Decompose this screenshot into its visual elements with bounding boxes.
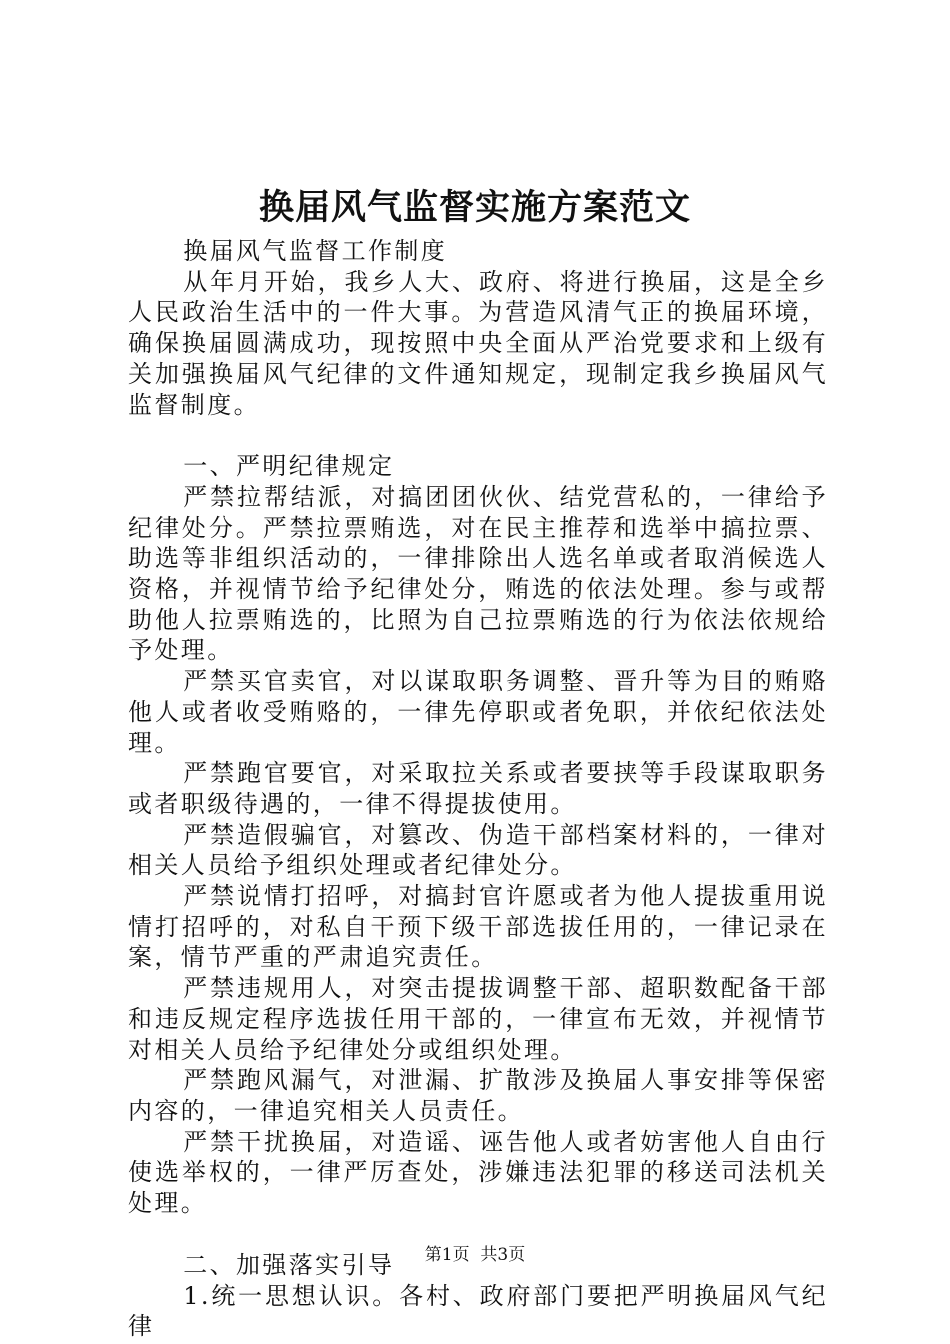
paragraph: 一、严明纪律规定 xyxy=(183,452,395,481)
paragraph: 严禁造假骗官，对篡改、伪造干部档案材料的，一律对相关人员给予组织处理或者纪律处分。 xyxy=(128,820,828,880)
paragraph: 严禁跑风漏气，对泄漏、扩散涉及换届人事安排等保密内容的，一律追究相关人员责任。 xyxy=(128,1066,828,1125)
paragraph: 从年月开始，我乡人大、政府、将进行换届，这是全乡人民政治生活中的一件大事。为营造风清气正的换届环境，确保换届圆满成功，现按照中央全面从严治党要求和上级有关加强换届风气纪律的文件通知规定，现制定我乡换届风气监督制度。 xyxy=(128,267,828,419)
paragraph: 严禁跑官要官，对采取拉关系或者要挟等手段谋取职务或者职级待遇的，一律不得提拔使用。 xyxy=(128,759,828,818)
paragraph: 严禁拉帮结派，对搞团团伙伙、结党营私的，一律给予纪律处分。严禁拉票贿选，对在民主推荐和选举中搞拉票、助选等非组织活动的，一律排除出人选名单或者取消候选人资格，并视情节给予纪律处分，贿选的依法处理。参与或帮助他人拉票贿选的，比照为自己拉票贿选的行为依法依规给予处理。 xyxy=(128,482,828,665)
page-number: 第1页 xyxy=(424,1245,470,1265)
paragraph: 严禁干扰换届，对造谣、诬告他人或者妨害他人自由行使选举权的，一律严厉查处，涉嫌违法犯罪的移送司法机关处理。 xyxy=(128,1127,828,1218)
paragraph: 严禁买官卖官，对以谋取职务调整、晋升等为目的贿赂他人或者收受贿赂的，一律先停职或者免职，并依纪依法处理。 xyxy=(128,667,828,757)
page-total: 共3页 xyxy=(480,1245,526,1265)
paragraph: 严禁说情打招呼，对搞封官许愿或者为他人提拔重用说情打招呼的，对私自干预下级干部选拔任用的，一律记录在案，情节严重的严肃追究责任。 xyxy=(128,882,828,972)
document-title: 换届风气监督实施方案范文 xyxy=(258,187,691,228)
paragraph: 1.统一思想认识。各村、政府部门要把严明换届风气纪律 xyxy=(128,1281,828,1341)
paragraph: 严禁违规用人，对突击提拔调整干部、超职数配备干部和违反规定程序选拔任用干部的，一律宣布无效，并视情节对相关人员给予纪律处分或组织处理。 xyxy=(128,974,828,1064)
paragraph: 换届风气监督工作制度 xyxy=(183,237,448,265)
paragraph: 二、加强落实引导 xyxy=(183,1250,395,1279)
page-footer xyxy=(0,1244,950,1266)
document-body xyxy=(128,236,828,1342)
